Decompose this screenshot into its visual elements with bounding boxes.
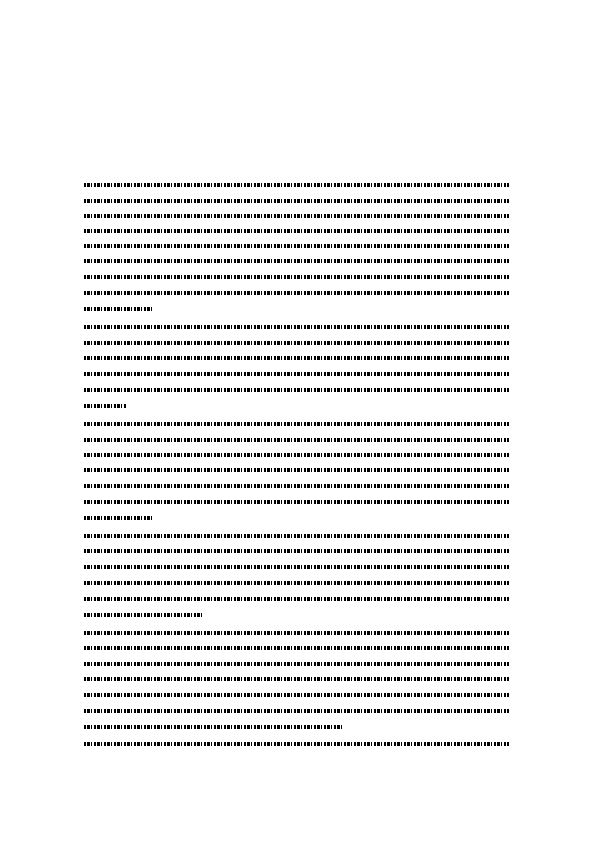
text-line	[84, 709, 509, 713]
text-line	[84, 199, 509, 203]
text-line	[84, 468, 509, 472]
text-line	[84, 229, 509, 233]
text-line	[84, 500, 509, 504]
text-line	[84, 662, 509, 666]
text-line	[84, 259, 509, 263]
text-line	[84, 597, 509, 601]
text-line	[84, 356, 509, 360]
text-line	[84, 388, 509, 392]
text-line	[84, 275, 509, 279]
text-line	[84, 516, 152, 520]
text-line	[84, 307, 154, 311]
text-line	[84, 244, 509, 248]
text-line	[84, 422, 509, 426]
text-line	[84, 183, 509, 187]
text-line	[84, 646, 509, 650]
text-line	[84, 631, 509, 635]
text-line	[84, 742, 509, 746]
text-line	[84, 453, 509, 457]
text-line	[84, 549, 509, 553]
text-line	[84, 325, 509, 329]
text-line	[84, 372, 509, 376]
text-line	[84, 693, 509, 697]
text-line	[84, 438, 509, 442]
text-line	[84, 291, 509, 295]
text-line	[84, 725, 344, 729]
text-line	[84, 214, 509, 218]
text-line	[84, 565, 509, 569]
text-line	[84, 484, 509, 488]
text-line	[84, 404, 126, 408]
text-line	[84, 613, 204, 617]
text-line	[84, 677, 509, 681]
text-line	[84, 534, 509, 538]
text-line	[84, 581, 509, 585]
text-line	[84, 341, 509, 345]
